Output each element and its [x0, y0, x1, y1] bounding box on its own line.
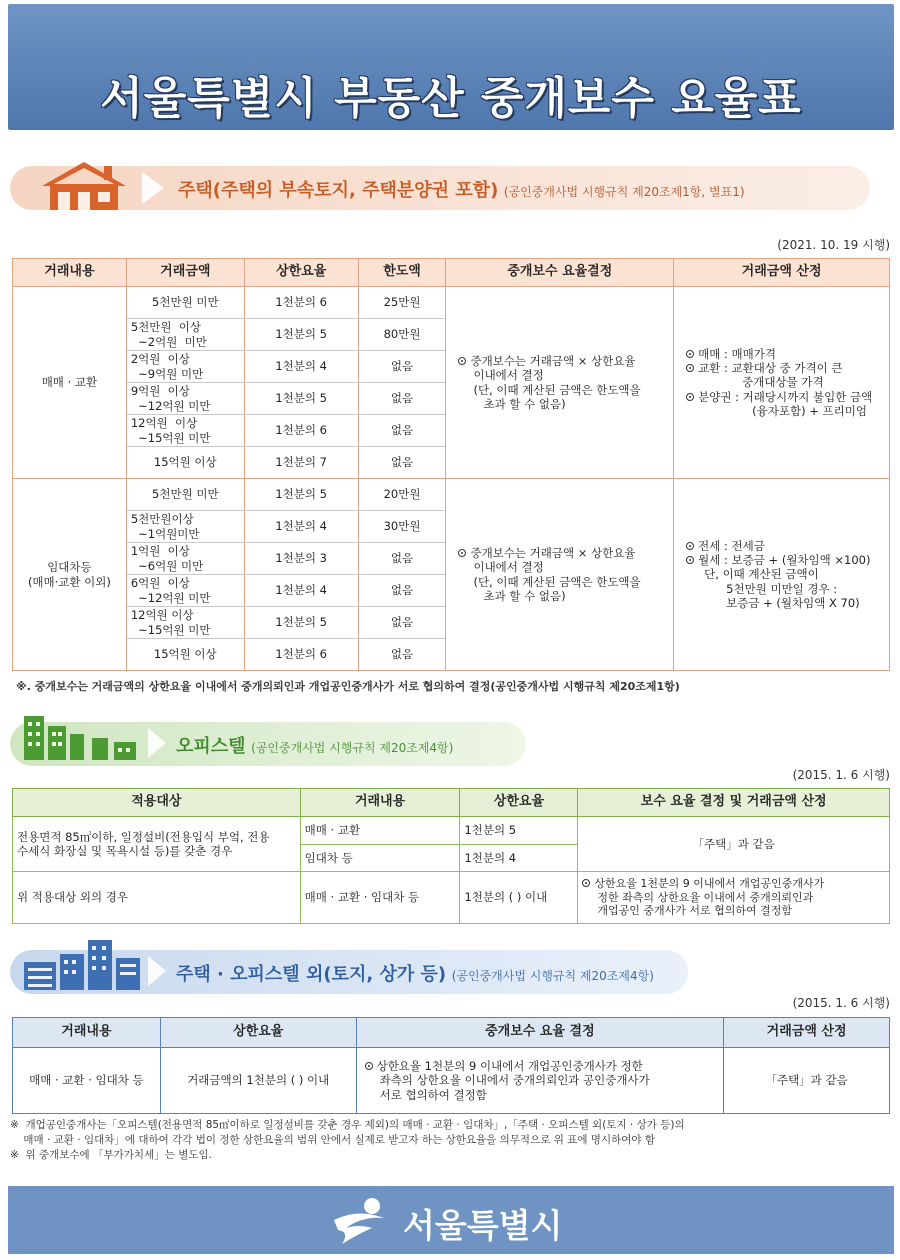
rate-cell: 1천분의 5	[244, 607, 358, 639]
bullet-icon	[365, 1062, 373, 1070]
amount-cell: 12억원 이상 ~15억원 미만	[126, 415, 244, 447]
col-header: 중개보수 요율결정	[446, 259, 674, 287]
housing-title: 주택(주택의 부속토지, 주택분양권 포함) (공인중개사법 시행규칙 제20조제1항, 별표1)	[178, 180, 745, 201]
amount-cell: 15억원 이상	[126, 447, 244, 479]
target-cell: 전용면적 85㎡이하, 일정설비(전용입식 부엌, 전용 수세식 화장실 및 목욕시설 등)를 갖춘 경우	[13, 817, 301, 872]
bullet-icon	[686, 556, 694, 564]
seoul-logo-icon	[328, 1194, 398, 1246]
limit-cell: 없음	[358, 383, 446, 415]
rate-cell: 1천분의 ( ) 이내	[460, 872, 578, 924]
footnote-line: 매매 · 교환 · 임대차」에 대하여 각각 법이 정한 상한요율의 범위 안에서 실제로 받고자 하는 상한요율을 의무적으로 위 표에 명시하여야 함	[10, 1134, 655, 1147]
col-header: 상한요율	[244, 259, 358, 287]
col-header: 적용대상	[13, 789, 301, 817]
limit-cell: 30만원	[358, 511, 446, 543]
rate-cell: 1천분의 4	[460, 845, 578, 872]
footer-name: 서울특별시	[403, 1206, 563, 1245]
table-header-row	[13, 259, 890, 287]
amount-cell: 12억원 이상 ~15억원 미만	[126, 607, 244, 639]
rate-cell: 거래금액의 1천분의 ( ) 이내	[160, 1048, 356, 1114]
type-cell: 매매 · 교환 · 임대차 등	[13, 1048, 161, 1114]
amount-cell: 9억원 이상 ~12억원 미만	[126, 383, 244, 415]
housing-subtitle: (공인중개사법 시행규칙 제20조제1항, 별표1)	[503, 185, 745, 199]
officetel-subtitle: (공인중개사법 시행규칙 제20조제4항)	[251, 741, 454, 755]
rate-cell: 1천분의 5	[244, 319, 358, 351]
sale-decision: 중개보수는 거래금액 × 상한요율 이내에서 결정 (단, 이때 계산된 금액은 한도액을 초과 할 수 없음)	[446, 287, 674, 479]
sale-type: 매매 · 교환	[13, 287, 127, 479]
building-icon	[20, 712, 140, 762]
col-header: 상한요율	[460, 789, 578, 817]
decision-cell: 상한요율 1천분의 9 이내에서 개업공인중개사가 정한 좌측의 상한요율 이내에서 중개의뢰인과 공인중개사가 서로 협의하여 결정함	[356, 1048, 724, 1114]
limit-cell: 없음	[358, 543, 446, 575]
limit-cell: 25만원	[358, 287, 446, 319]
rate-cell: 1천분의 4	[244, 351, 358, 383]
other-subtitle: (공인중개사법 시행규칙 제20조제4항)	[451, 969, 654, 983]
amount-cell: 6억원 이상 ~12억원 미만	[126, 575, 244, 607]
house-icon	[34, 160, 134, 212]
bullet-icon	[582, 879, 590, 887]
amount-cell: 5천만원 이상 ~2억원 미만	[126, 319, 244, 351]
limit-cell: 80만원	[358, 319, 446, 351]
decision-cell: 상한요율 1천분의 9 이내에서 개업공인중개사가 정한 좌측의 상한요율 이내에서 중개의뢰인과 개업공인 중개사가 서로 협의하여 결정함	[578, 872, 890, 924]
table-row	[13, 817, 890, 845]
title-banner	[8, 4, 894, 130]
col-header: 거래금액 산정	[724, 1018, 890, 1048]
bullet-icon	[458, 549, 466, 557]
housing-date: (2021. 10. 19 시행)	[777, 238, 890, 252]
city-icon	[20, 936, 144, 992]
rate-cell: 1천분의 6	[244, 639, 358, 671]
col-header: 거래금액	[126, 259, 244, 287]
col-header: 거래내용	[300, 789, 460, 817]
col-header: 거래내용	[13, 259, 127, 287]
table-row	[13, 287, 890, 319]
arrow-icon	[140, 170, 166, 206]
table-header-row	[13, 1018, 890, 1048]
limit-cell: 없음	[358, 575, 446, 607]
type-cell: 매매 · 교환 · 임대차 등	[300, 872, 460, 924]
officetel-title: 오피스텔 (공인중개사법 시행규칙 제20조제4항)	[176, 736, 454, 757]
table-row	[13, 872, 890, 924]
rate-cell: 1천분의 4	[244, 511, 358, 543]
officetel-table	[12, 788, 890, 924]
footnote-line: ※ 개업공인중개사는「오피스텔(전용면적 85㎡이하로 일정설비를 갖춘 경우 제외)의 매매 · 교환 · 임대차」,「주택 · 오피스텔 외(토지 · 상가 등)의	[10, 1119, 685, 1131]
limit-cell: 20만원	[358, 479, 446, 511]
amount-cell: 5천만원 미만	[126, 287, 244, 319]
rate-cell: 1천분의 6	[244, 415, 358, 447]
limit-cell: 없음	[358, 607, 446, 639]
col-header: 중개보수 요율 결정	[356, 1018, 724, 1048]
footnotes	[10, 1118, 685, 1164]
limit-cell: 없음	[358, 639, 446, 671]
lease-calc: 전세 : 전세금 월세 : 보증금 + (월차임액 ×100) 단, 이때 계산된 금액이 5천만원 미만일 경우 : 보증금 + (월차임액 X 70)	[674, 479, 890, 671]
type-cell: 매매 · 교환	[300, 817, 460, 845]
table-row	[13, 1048, 890, 1114]
other-table	[12, 1017, 890, 1114]
page-title: 서울특별시 부동산 중개보수 요율표	[100, 73, 802, 124]
table-row	[13, 479, 890, 511]
col-header: 상한요율	[160, 1018, 356, 1048]
amount-cell: 5천만원이상 ~1억원미만	[126, 511, 244, 543]
table-header-row	[13, 789, 890, 817]
bullet-icon	[686, 542, 694, 550]
calc-cell: 「주택」과 같음	[724, 1048, 890, 1114]
col-header: 거래금액 산정	[674, 259, 890, 287]
col-header: 보수 요율 결정 및 거래금액 산정	[578, 789, 890, 817]
col-header: 한도액	[358, 259, 446, 287]
bullet-icon	[686, 393, 694, 401]
lease-decision: 중개보수는 거래금액 × 상한요율 이내에서 결정 (단, 이때 계산된 금액은 한도액을 초과 할 수 없음)	[446, 479, 674, 671]
limit-cell: 없음	[358, 447, 446, 479]
housing-table	[12, 258, 890, 671]
sale-calc: 매매 : 매매가격 교환 : 교환대상 중 가격이 큰 중개대상물 가격 분양권 : 거래당시까지 불입한 금액 (융자포함) + 프리미엄	[674, 287, 890, 479]
amount-cell: 2억원 이상 ~9억원 미만	[126, 351, 244, 383]
officetel-date: (2015. 1. 6 시행)	[792, 768, 890, 782]
amount-cell: 15억원 이상	[126, 639, 244, 671]
bullet-icon	[458, 357, 466, 365]
arrow-icon	[146, 954, 168, 988]
arrow-icon	[146, 726, 168, 760]
rate-cell: 1천분의 6	[244, 287, 358, 319]
housing-note: ※. 중개보수는 거래금액의 상한요율 이내에서 중개의뢰인과 개업공인중개사가 서로 협의하여 결정(공인중개사법 시행규칙 제20조제1항)	[16, 680, 680, 693]
rate-cell: 1천분의 4	[244, 575, 358, 607]
limit-cell: 없음	[358, 415, 446, 447]
col-header: 거래내용	[13, 1018, 161, 1048]
rate-cell: 1천분의 7	[244, 447, 358, 479]
amount-cell: 1억원 이상 ~6억원 미만	[126, 543, 244, 575]
rate-cell: 1천분의 5	[244, 383, 358, 415]
rate-cell: 1천분의 5	[244, 479, 358, 511]
rate-cell: 1천분의 5	[460, 817, 578, 845]
target-cell: 위 적용대상 외의 경우	[13, 872, 301, 924]
limit-cell: 없음	[358, 351, 446, 383]
type-cell: 임대차 등	[300, 845, 460, 872]
footer-bar	[8, 1186, 894, 1254]
footnote-line: ※ 위 중개보수에 「부가가치세」는 별도임.	[10, 1149, 212, 1162]
bullet-icon	[686, 350, 694, 358]
bullet-icon	[686, 364, 694, 372]
decision-cell: 「주택」과 같음	[578, 817, 890, 872]
rate-cell: 1천분의 3	[244, 543, 358, 575]
other-title: 주택 · 오피스텔 외(토지, 상가 등) (공인중개사법 시행규칙 제20조제4항)	[176, 964, 654, 985]
other-date: (2015. 1. 6 시행)	[792, 996, 890, 1010]
lease-type: 임대차등 (매매·교환 이외)	[13, 479, 127, 671]
amount-cell: 5천만원 미만	[126, 479, 244, 511]
